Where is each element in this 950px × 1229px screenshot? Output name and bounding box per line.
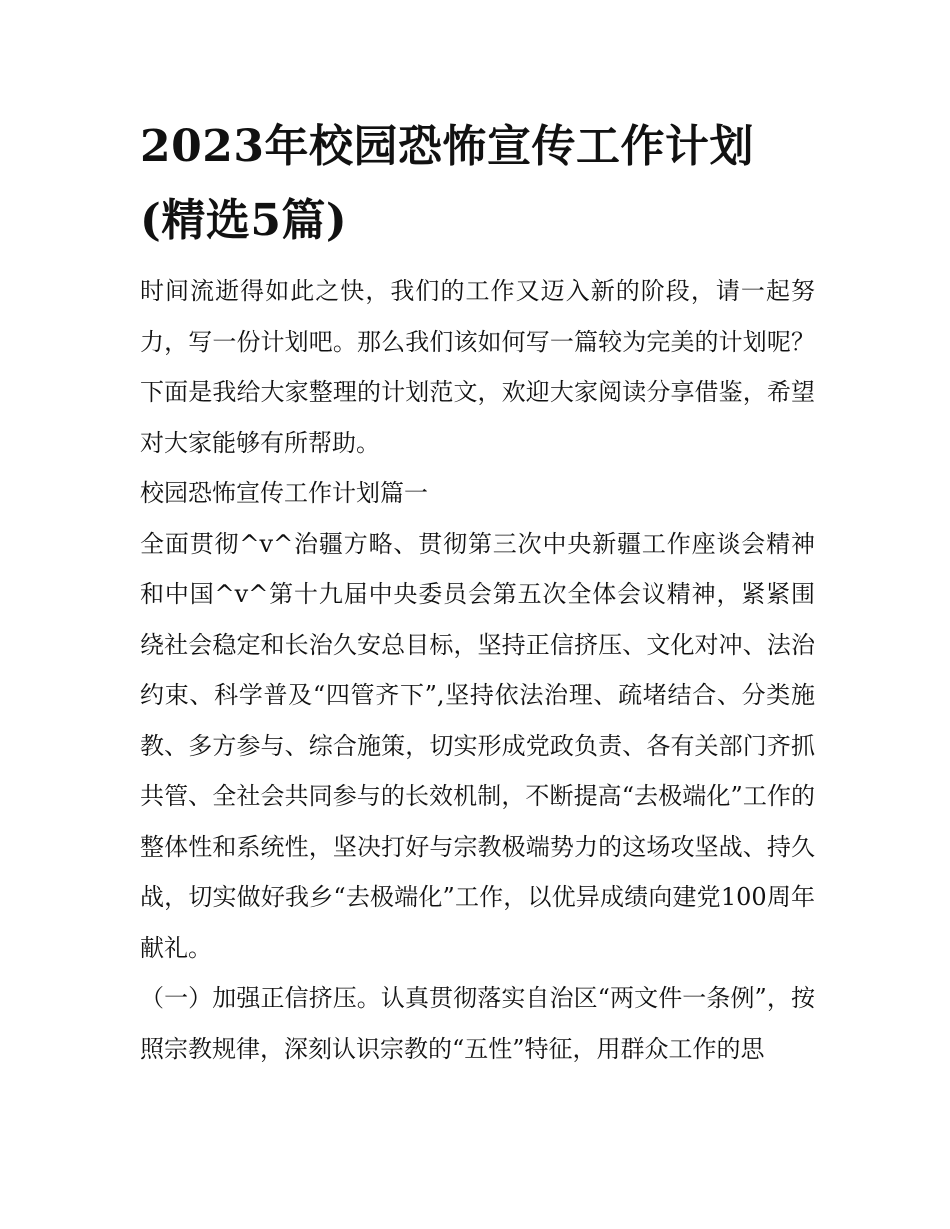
section-heading: 校园恐怖宣传工作计划篇一	[140, 479, 428, 507]
intro-paragraph: 时间流逝得如此之快，我们的工作又迈入新的阶段，请一起努力，写一份计划吧。那么我们该如何写一篇较为完美的计划呢？下面是我给大家整理的计划范文，欢迎大家阅读分享借鉴，希望对大家能够有所帮助。	[140, 277, 815, 457]
document-page	[140, 110, 815, 1074]
item-one-paragraph: （一）加强正信挤压。认真贯彻落实自治区“两文件一条例”，按照宗教规律，深刻认识宗教的“五性”特征，用群众工作的思	[140, 984, 815, 1063]
document-title: 2023年校园恐怖宣传工作计划(精选5篇)	[140, 121, 754, 246]
body-paragraph: 全面贯彻^v^治疆方略、贯彻第三次中央新疆工作座谈会精神和中国^v^第十九届中央委员会第五次全体会议精神，紧紧围绕社会稳定和长治久安总目标，坚持正信挤压、文化对冲、法治约束、科学普及“四管齐下”,坚持依法治理、疏堵结合、分类施教、多方参与、综合施策，切实形成党政负责、各有关部门齐抓共管、全社会共同参与的长效机制，不断提高“去极端化”工作的整体性和系统性，坚决打好与宗教极端势力的这场攻坚战、持久战，切实做好我乡“去极端化”工作，以优异成绩向建党100周年献礼。	[140, 529, 815, 962]
